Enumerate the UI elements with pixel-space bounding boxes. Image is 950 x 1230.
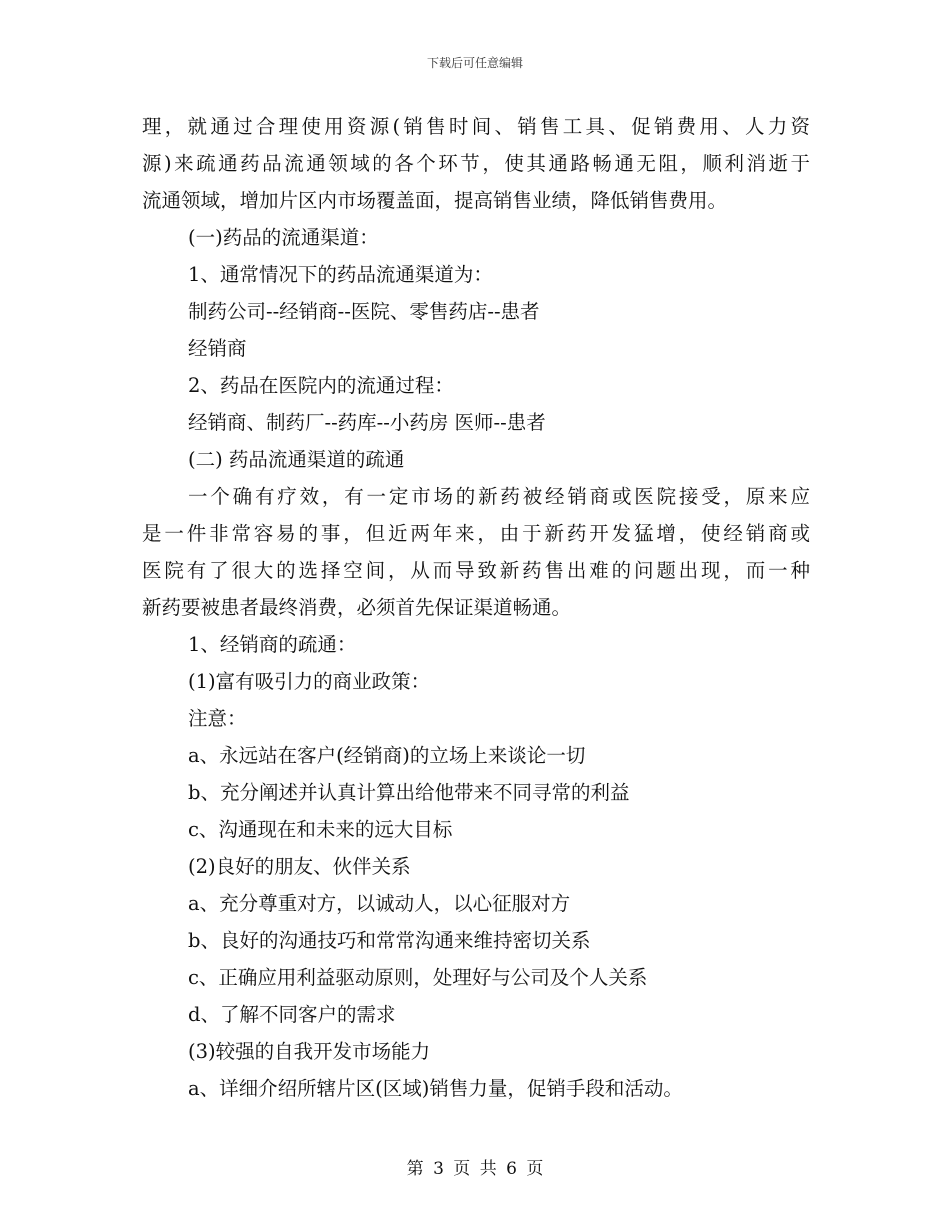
paragraph-line: 是一件非常容易的事，但近两年来，由于新药开发猛增，使经销商或 [142,522,810,545]
paragraph-line: 经销商、制药厂--药库--小药房 医师--患者 [188,411,546,434]
paragraph-line: b、良好的沟通技巧和常常沟通来维持密切关系 [188,929,591,952]
paragraph-line: c、正确应用利益驱动原则，处理好与公司及个人关系 [188,966,648,989]
paragraph-line: 2、药品在医院内的流通过程： [188,374,454,397]
paragraph-line: d、了解不同客户的需求 [188,1003,396,1026]
paragraph-line: a、详细介绍所辖片区(区域)销售力量，促销手段和活动。 [188,1077,683,1100]
paragraph-line: c、沟通现在和未来的远大目标 [188,818,453,841]
paragraph-line: (一)药品的流通渠道： [188,226,379,249]
paragraph-line: 新药要被患者最终消费，必须首先保证渠道畅通。 [142,596,572,619]
paragraph-line: 经销商 [188,337,247,360]
paragraph-line: 理，就通过合理使用资源(销售时间、销售工具、促销费用、人力资 [142,115,810,138]
document-body [142,108,810,1107]
page-header: 下载后可任意编辑 [426,56,523,70]
paragraph-line: 源)来疏通药品流通领域的各个环节，使其通路畅通无阻，顺利消逝于 [142,152,810,175]
paragraph-line: 注意： [188,707,247,730]
paragraph-line: 医院有了很大的选择空间，从而导致新药售出难的问题出现，而一种 [142,559,810,582]
page-number-footer: 第 3 页 共 6 页 [406,1159,544,1179]
paragraph-line: 一个确有疗效，有一定市场的新药被经销商或医院接受，原来应 [188,485,810,508]
paragraph-line: a、充分尊重对方，以诚动人，以心征服对方 [188,892,571,915]
paragraph-line: 流通领域，增加片区内市场覆盖面，提高销售业绩，降低销售费用。 [142,189,728,212]
paragraph-line: (1)富有吸引力的商业政策： [188,670,431,693]
paragraph-line: (二) 药品流通渠道的疏通 [188,448,405,471]
paragraph-line: 1、经销商的疏通： [188,633,357,656]
paragraph-line: b、充分阐述并认真计算出给他带来不同寻常的利益 [188,781,630,804]
paragraph-line: 1、通常情况下的药品流通渠道为： [188,263,493,286]
paragraph-line: a、永远站在客户(经销商)的立场上来谈论一切 [188,744,586,767]
paragraph-line: (2)良好的朋友、伙伴关系 [188,855,411,878]
paragraph-line: (3)较强的自我开发市场能力 [188,1040,431,1063]
paragraph-line: 制药公司--经销商--医院、零售药店--患者 [188,300,540,323]
